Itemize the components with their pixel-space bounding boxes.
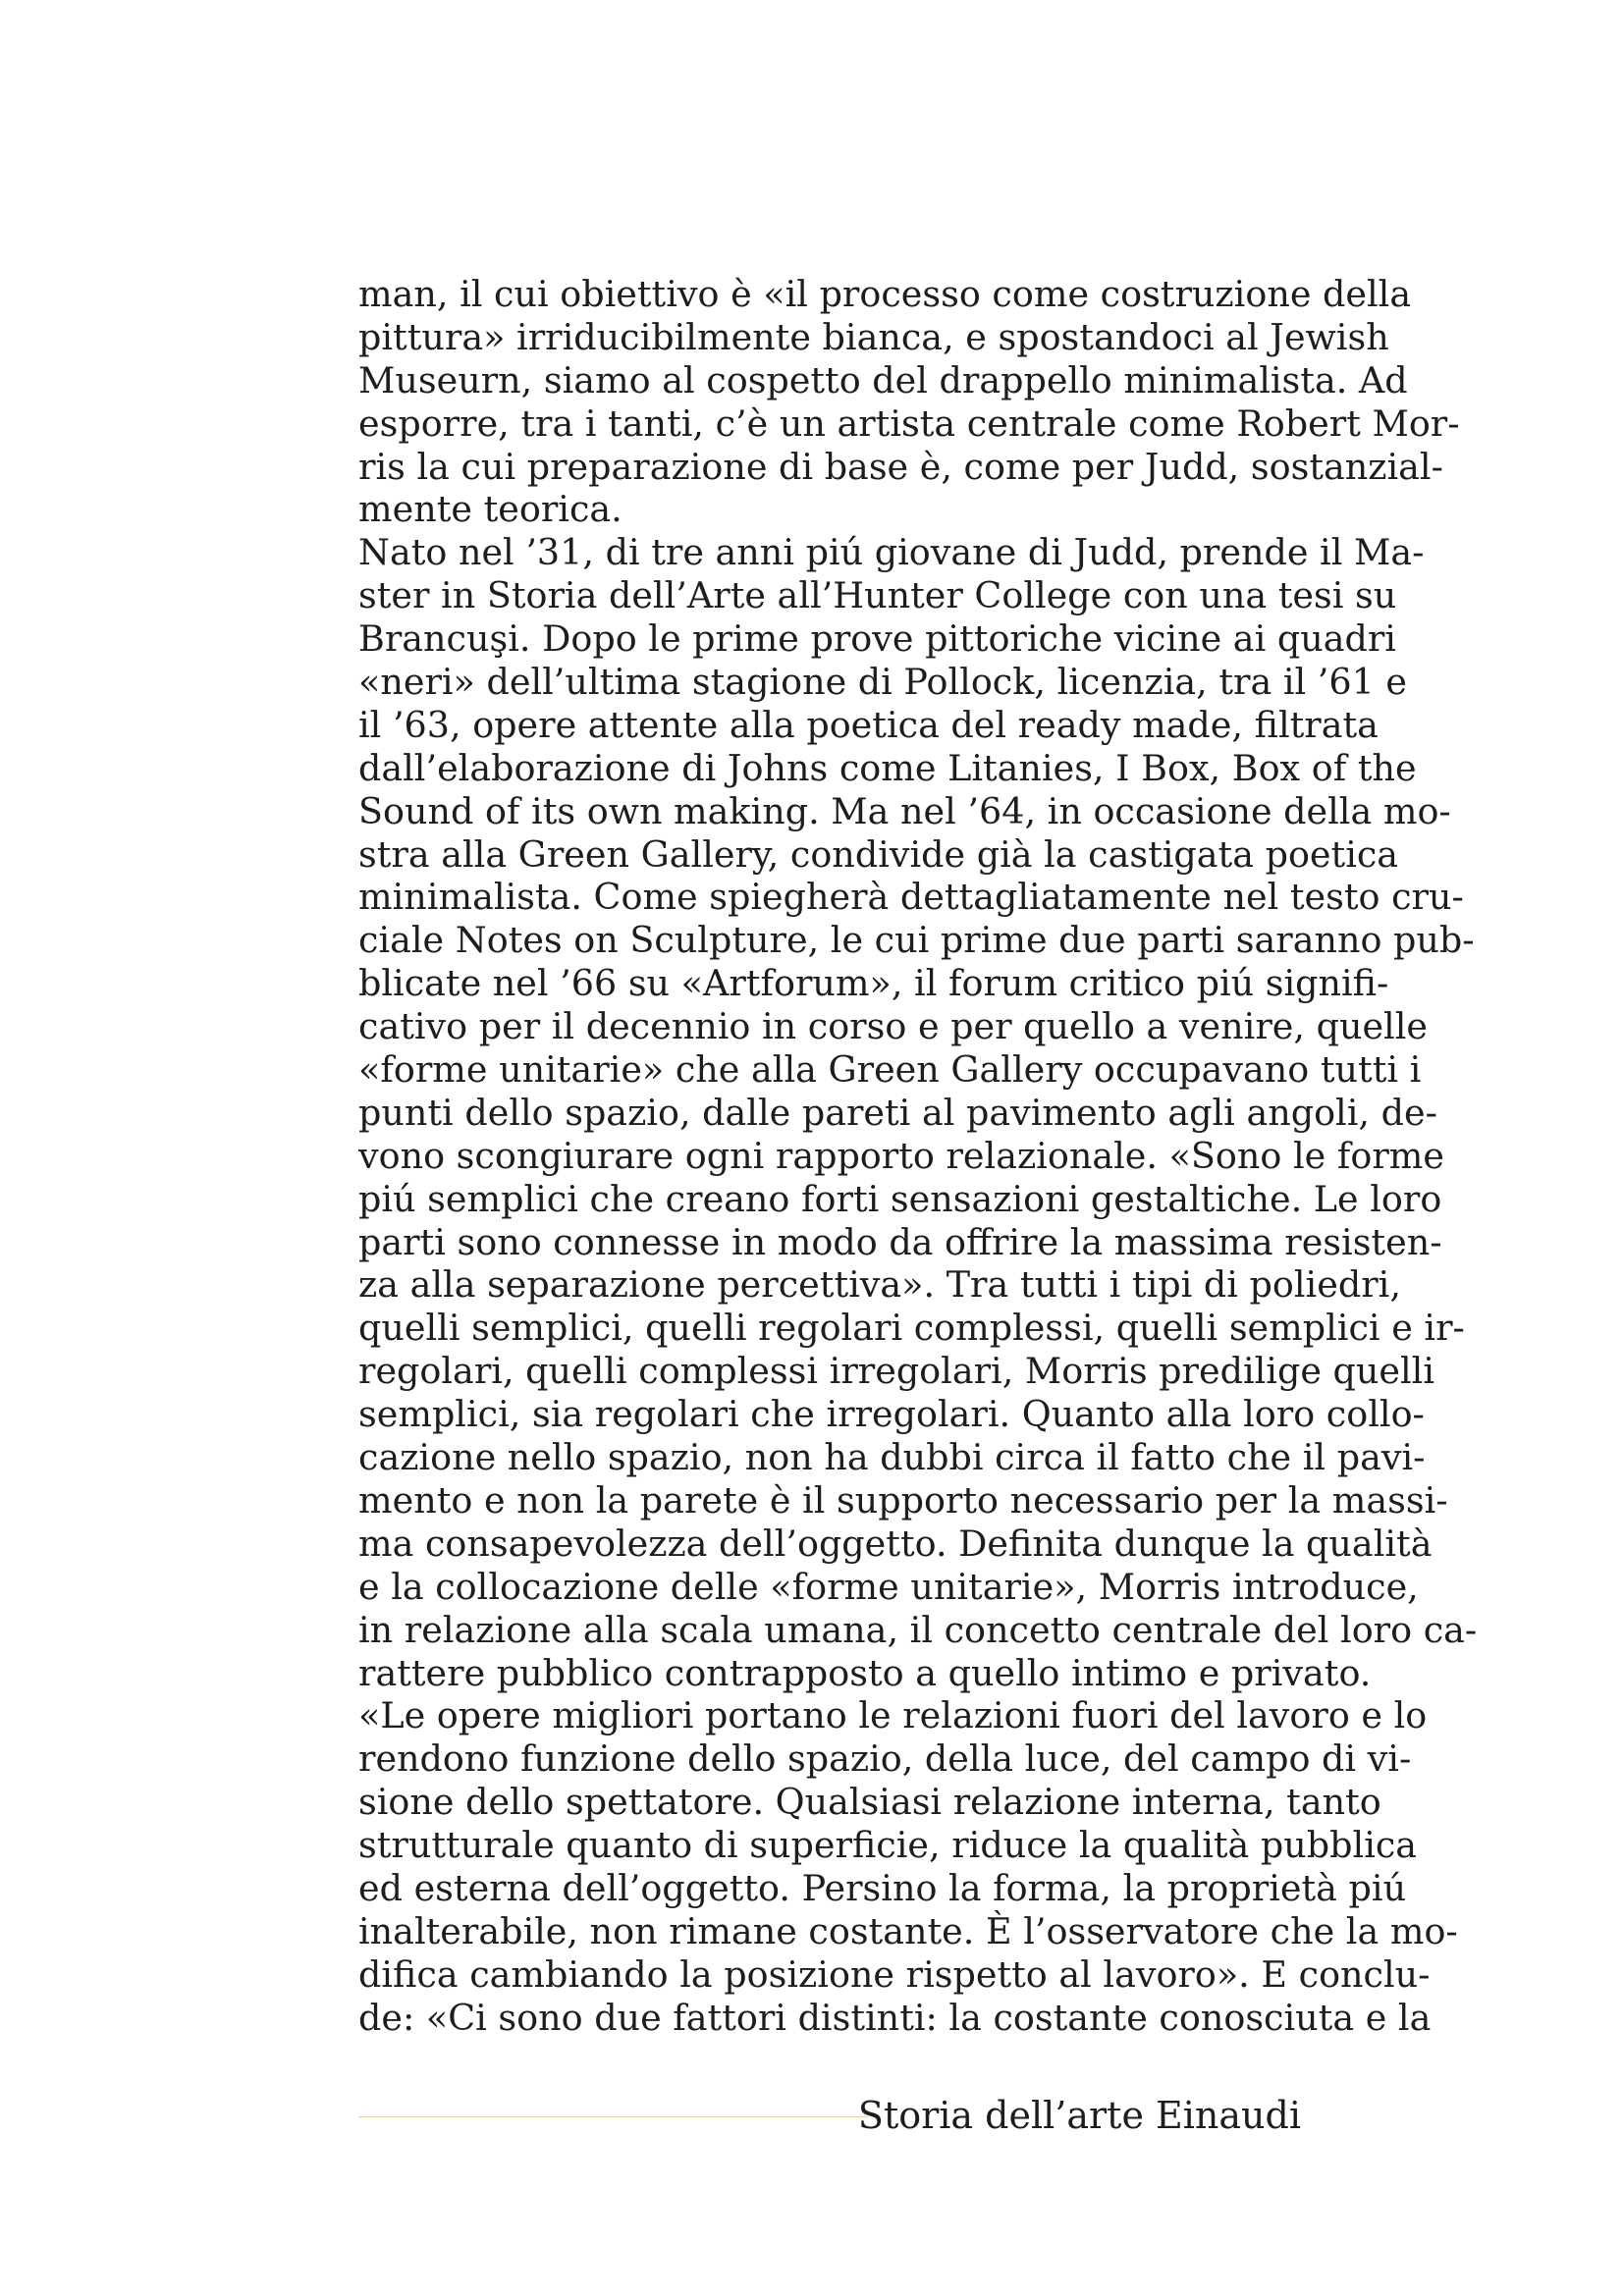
text-line: mente teorica. bbox=[358, 488, 622, 531]
text-line: vono scongiurare ogni rapporto relazionale. «Sono le forme bbox=[358, 1134, 1444, 1177]
text-line: esporre, tra i tanti, c’è un artista centrale come Robert Mor- bbox=[358, 401, 1460, 445]
text-line: cazione nello spazio, non ha dubbi circa il fatto che il pavi- bbox=[358, 1436, 1426, 1479]
page-footer bbox=[358, 2091, 1301, 2140]
text-line: de: «Ci sono due fattori distinti: la costante conosciuta e la bbox=[358, 1996, 1432, 2039]
text-line: «Le opere migliori portano le relazioni fuori del lavoro e lo bbox=[358, 1694, 1428, 1737]
text-line: regolari, quelli complessi irregolari, Morris predilige quelli bbox=[358, 1350, 1435, 1393]
text-line: man, il cui obiettivo è «il processo come costruzione della bbox=[358, 273, 1412, 315]
text-line: ris la cui preparazione di base è, come per Judd, sostanzial- bbox=[358, 445, 1443, 488]
text-line: ciale Notes on Sculpture, le cui prime due parti saranno pub- bbox=[358, 919, 1475, 962]
text-line: blicate nel ’66 su «Artforum», il forum critico piú signifi- bbox=[358, 962, 1389, 1005]
text-line: cativo per il decennio in corso e per quello a venire, quelle bbox=[358, 1005, 1428, 1048]
text-line: rattere pubblico contrapposto a quello intimo e privato. bbox=[358, 1651, 1372, 1694]
text-line: rendono funzione dello spazio, della luce, del campo di vi- bbox=[358, 1737, 1412, 1781]
text-line: inalterabile, non rimane costante. È l’osservatore che la mo- bbox=[358, 1909, 1458, 1952]
text-line: e la collocazione delle «forme unitarie», Morris introduce, bbox=[358, 1565, 1419, 1608]
text-line: quelli semplici, quelli regolari complessi, quelli semplici e ir- bbox=[358, 1307, 1465, 1350]
text-line: ma consapevolezza dell’oggetto. Definita dunque la qualità bbox=[358, 1522, 1433, 1565]
text-line: «forme unitarie» che alla Green Gallery occupavano tutti i bbox=[358, 1048, 1422, 1092]
text-line: ed esterna dell’oggetto. Persino la forma, la proprietà piú bbox=[358, 1866, 1407, 1909]
text-line: Nato nel ’31, di tre anni piú giovane di Judd, prende il Ma- bbox=[358, 531, 1425, 574]
publication-title: Storia dell’arte Einaudi bbox=[857, 2094, 1301, 2137]
text-line: il ’63, opere attente alla poetica del ready made, filtrata bbox=[358, 703, 1379, 746]
text-line: stra alla Green Gallery, condivide già la castigata poetica bbox=[358, 832, 1399, 876]
text-line: Brancuşi. Dopo le prime prove pittoriche vicine ai quadri bbox=[358, 617, 1396, 661]
text-line: punti dello spazio, dalle pareti al pavimento agli angoli, de- bbox=[358, 1091, 1437, 1134]
text-line: semplici, sia regolari che irregolari. Quanto alla loro collo- bbox=[358, 1393, 1425, 1436]
text-line: za alla separazione percettiva». Tra tutti i tipi di poliedri, bbox=[358, 1263, 1401, 1307]
body-text bbox=[358, 273, 1478, 2040]
text-line: difica cambiando la posizione rispetto al lavoro». E conclu- bbox=[358, 1952, 1431, 1996]
text-line: Sound of its own making. Ma nel ’64, in occasione della mo- bbox=[358, 789, 1451, 832]
text-line: ster in Storia dell’Arte all’Hunter College con una tesi su bbox=[358, 574, 1397, 617]
text-line: pittura» irriducibilmente bianca, e spostandoci al Jewish bbox=[358, 315, 1389, 358]
text-line: «neri» dell’ultima stagione di Pollock, licenzia, tra il ’61 e bbox=[358, 661, 1408, 704]
text-line: sione dello spettatore. Qualsiasi relazione interna, tanto bbox=[358, 1781, 1381, 1824]
text-line: strutturale quanto di superficie, riduce la qualità pubblica bbox=[358, 1824, 1418, 1867]
text-line: Museurn, siamo al cospetto del drappello minimalista. Ad bbox=[358, 358, 1408, 401]
text-line: mento e non la parete è il supporto necessario per la massi- bbox=[358, 1478, 1448, 1522]
footer-rule bbox=[358, 2116, 867, 2117]
text-line: piú semplici che creano forti sensazioni gestaltiche. Le loro bbox=[358, 1177, 1442, 1220]
text-line: minimalista. Come spiegherà dettagliatamente nel testo cru- bbox=[358, 876, 1464, 919]
text-line: dall’elaborazione di Johns come Litanies, I Box, Box of the bbox=[358, 746, 1417, 789]
text-line: in relazione alla scala umana, il concetto centrale del loro ca- bbox=[358, 1608, 1478, 1651]
text-line: parti sono connesse in modo da offrire la massima resisten- bbox=[358, 1220, 1442, 1263]
